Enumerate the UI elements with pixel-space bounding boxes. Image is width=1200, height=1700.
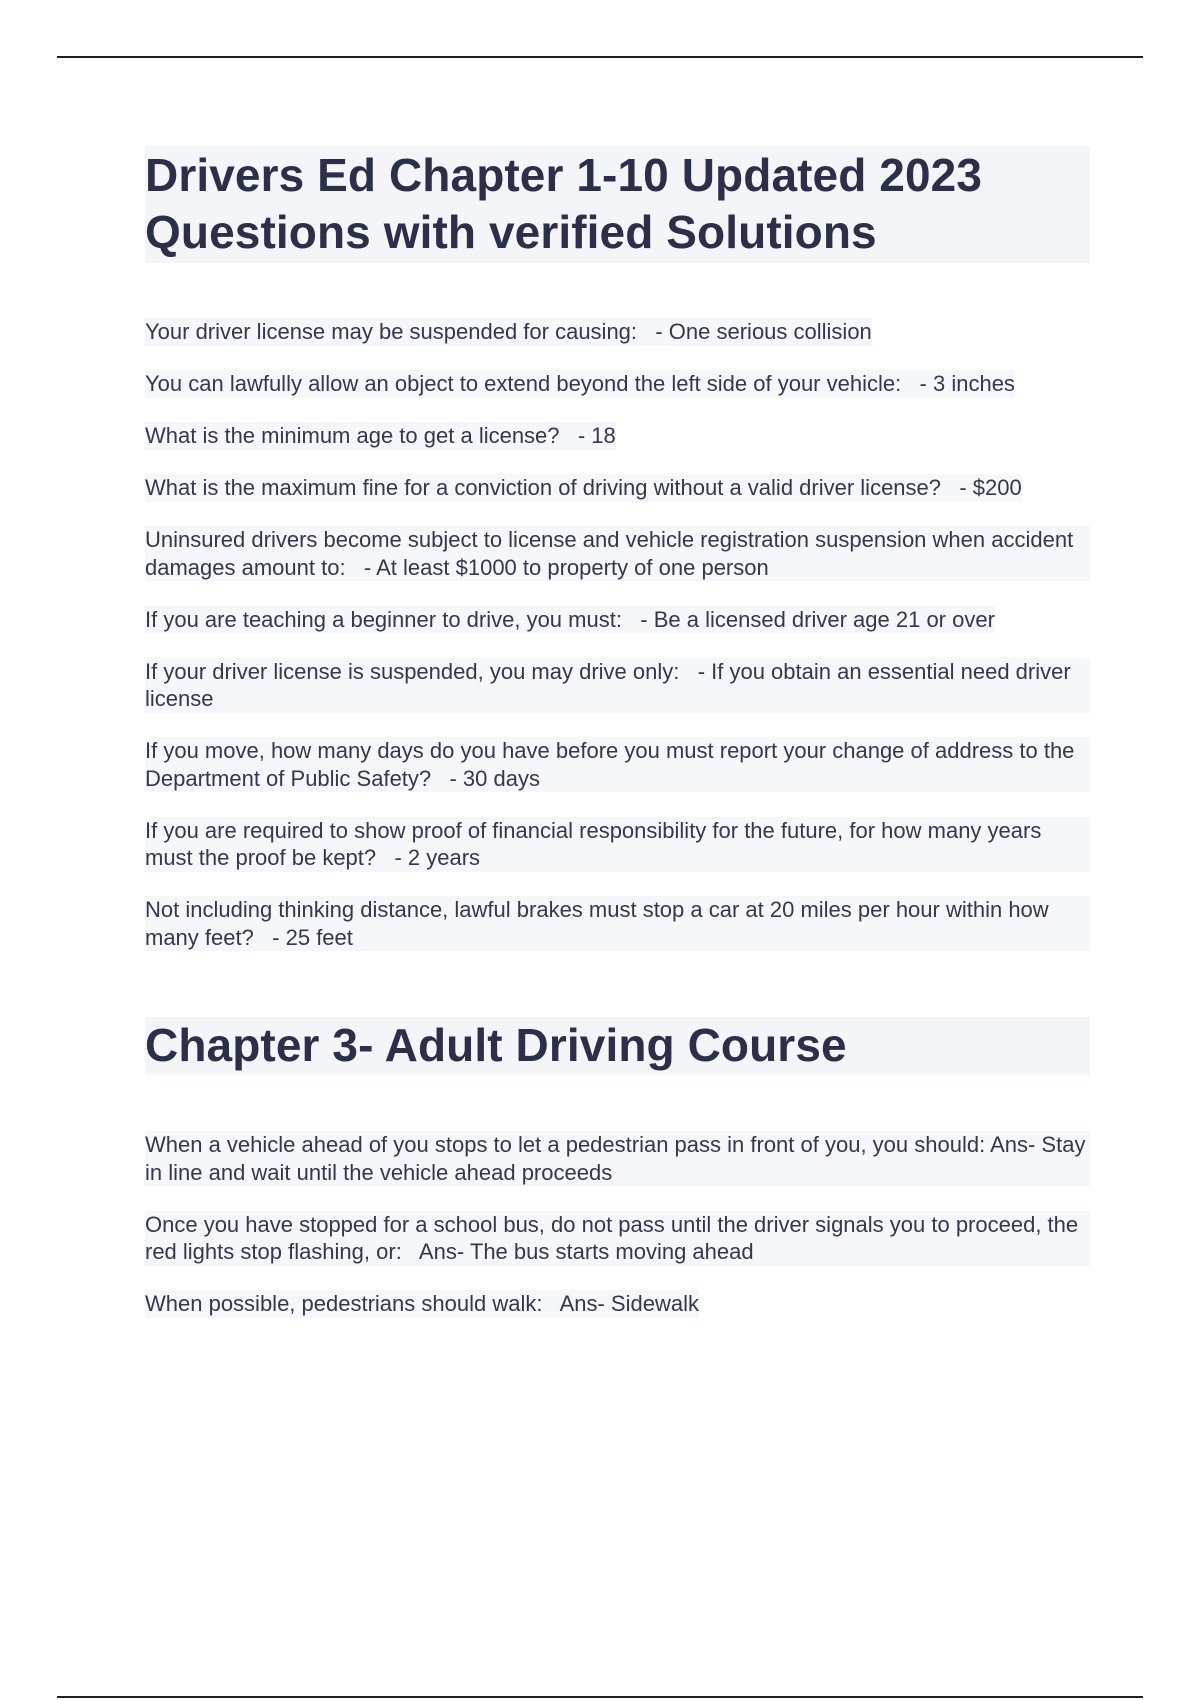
- document-title: Drivers Ed Chapter 1-10 Updated 2023 Questions with verified Solutions: [145, 146, 1090, 263]
- qa-item: Not including thinking distance, lawful brakes must stop a car at 20 miles per hour within how many feet? - 25 feet: [145, 896, 1090, 951]
- qa-item: Uninsured drivers become subject to license and vehicle registration suspension when accident damages amount to: - At least $1000 to property of one person: [145, 526, 1090, 581]
- top-rule: [57, 56, 1143, 58]
- document-body: [145, 146, 1090, 1342]
- qa-item: What is the maximum fine for a conviction of driving without a valid driver license? - $200: [145, 475, 1022, 500]
- qa-item: If you are teaching a beginner to drive, you must: - Be a licensed driver age 21 or over: [145, 606, 995, 632]
- qa-item: Your driver license may be suspended for causing: - One serious collision: [145, 319, 872, 344]
- qa-item: If you are required to show proof of financial responsibility for the future, for how many years must the proof be kept? - 2 years: [145, 817, 1090, 872]
- section-heading: Chapter 3- Adult Driving Course: [145, 1017, 1090, 1075]
- qa-list-section-2: [145, 1131, 1090, 1318]
- qa-item: If your driver license is suspended, you may drive only: - If you obtain an essential need driver license: [145, 658, 1090, 713]
- qa-item: What is the minimum age to get a license? - 18: [145, 423, 616, 448]
- qa-item: Once you have stopped for a school bus, do not pass until the driver signals you to proceed, the red lights stop flashing, or: Ans- The bus starts moving ahead: [145, 1211, 1090, 1266]
- qa-item: When a vehicle ahead of you stops to let a pedestrian pass in front of you, you should: Ans- Stay in line and wait until the vehicle ahead proceeds: [145, 1132, 1092, 1185]
- qa-item: If you move, how many days do you have before you must report your change of address to the Department of Public Safety? - 30 days: [145, 737, 1090, 792]
- qa-item: You can lawfully allow an object to extend beyond the left side of your vehicle: - 3 inches: [145, 371, 1015, 396]
- qa-item: When possible, pedestrians should walk: Ans- Sidewalk: [145, 1291, 699, 1316]
- bottom-rule: [57, 1696, 1143, 1698]
- qa-list-section-1: [145, 318, 1090, 951]
